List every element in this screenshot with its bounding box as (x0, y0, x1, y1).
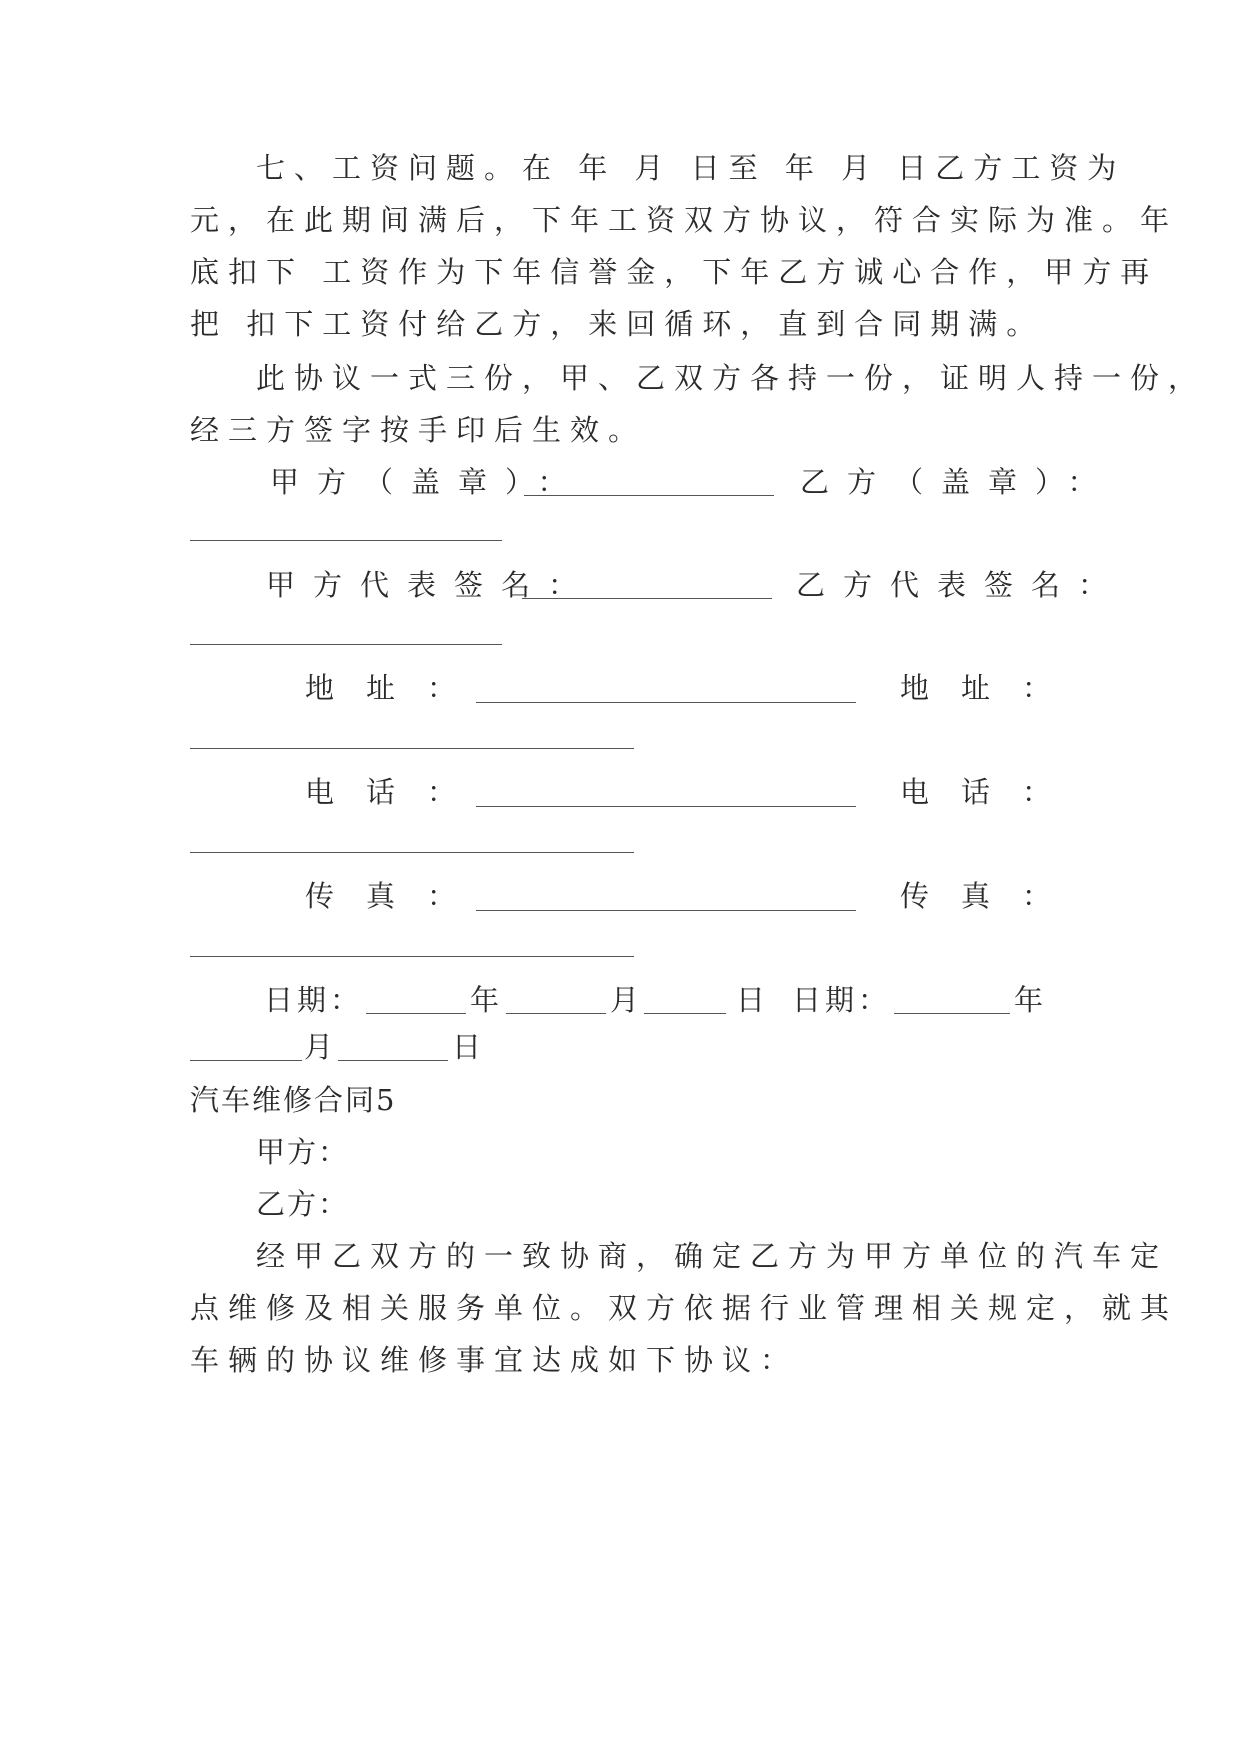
party-a-date-label: 日期： (264, 983, 364, 1017)
party-a-date-day-field[interactable] (644, 1013, 726, 1014)
party-b-phone-field[interactable] (190, 852, 634, 853)
para-copies-line-1: 此协议一式三份，甲、乙双方各持一份，证明人持一份， (256, 361, 1207, 395)
party-a-phone-field[interactable] (476, 806, 856, 807)
party-b-date-day-unit: 日 (452, 1030, 482, 1064)
party-a-rep-field[interactable] (522, 598, 772, 599)
party-b-date-month-field[interactable] (190, 1060, 302, 1061)
party-b-phone-label: 电话： (900, 775, 1084, 809)
party-a-date-year-unit: 年 (470, 983, 500, 1017)
contract-title: 汽车维修合同5 (190, 1083, 397, 1117)
party-b-rep-label: 乙方代表签名： (796, 568, 1126, 602)
party-b-date-year-unit: 年 (1014, 983, 1044, 1017)
party-b-date-month-unit: 月 (304, 1030, 334, 1064)
party-a-address-field[interactable] (476, 702, 856, 703)
party-a-fax-label: 传真： (305, 879, 489, 913)
party-a-phone-label: 电话： (305, 775, 489, 809)
party-b-date-day-field[interactable] (338, 1060, 448, 1061)
party-b-address-label: 地址： (900, 671, 1084, 705)
party-a-seal-field[interactable] (524, 495, 774, 496)
party-a-date-month-unit: 月 (610, 983, 640, 1017)
party-a-fax-field[interactable] (476, 910, 856, 911)
party-a-date-year-field[interactable] (366, 1013, 466, 1014)
party-b-fax-label: 传真： (900, 879, 1084, 913)
para-wage-line-3: 底扣下 工资作为下年信誉金，下年乙方诚心合作，甲方再 (190, 255, 1159, 289)
para-wage-line-2: 元，在此期间满后，下年工资双方协议，符合实际为准。年 (190, 203, 1179, 237)
contract-intro-line-3: 车辆的协议维修事宜达成如下协议： (190, 1343, 799, 1377)
party-b-seal-field[interactable] (190, 540, 502, 541)
contract-intro-line-1: 经甲乙双方的一致协商，确定乙方为甲方单位的汽车定 (256, 1239, 1169, 1273)
party-b-date-year-field[interactable] (894, 1013, 1010, 1014)
party-b-address-field[interactable] (190, 748, 634, 749)
contract-intro-line-2: 点维修及相关服务单位。双方依据行业管理相关规定，就其 (190, 1291, 1179, 1325)
contract-party-a: 甲方： (256, 1135, 350, 1169)
party-a-address-label: 地址： (305, 671, 489, 705)
party-a-rep-label: 甲方代表签名： (266, 568, 596, 602)
contract-party-b: 乙方： (256, 1187, 350, 1221)
party-a-seal-label: 甲方（盖章）： (270, 465, 585, 499)
party-b-date-label: 日期： (792, 983, 892, 1017)
para-wage-line-1: 七、工资问题。在 年 月 日至 年 月 日乙方工资为 (256, 151, 1126, 185)
party-b-rep-field[interactable] (190, 644, 502, 645)
party-a-date-month-field[interactable] (506, 1013, 606, 1014)
party-a-date-day-unit: 日 (736, 983, 766, 1017)
para-copies-line-2: 经三方签字按手印后生效。 (190, 413, 647, 447)
party-b-fax-field[interactable] (190, 956, 634, 957)
para-wage-line-4: 把 扣下工资付给乙方，来回循环，直到合同期满。 (190, 307, 1045, 341)
party-b-seal-label: 乙方（盖章）： (800, 465, 1115, 499)
